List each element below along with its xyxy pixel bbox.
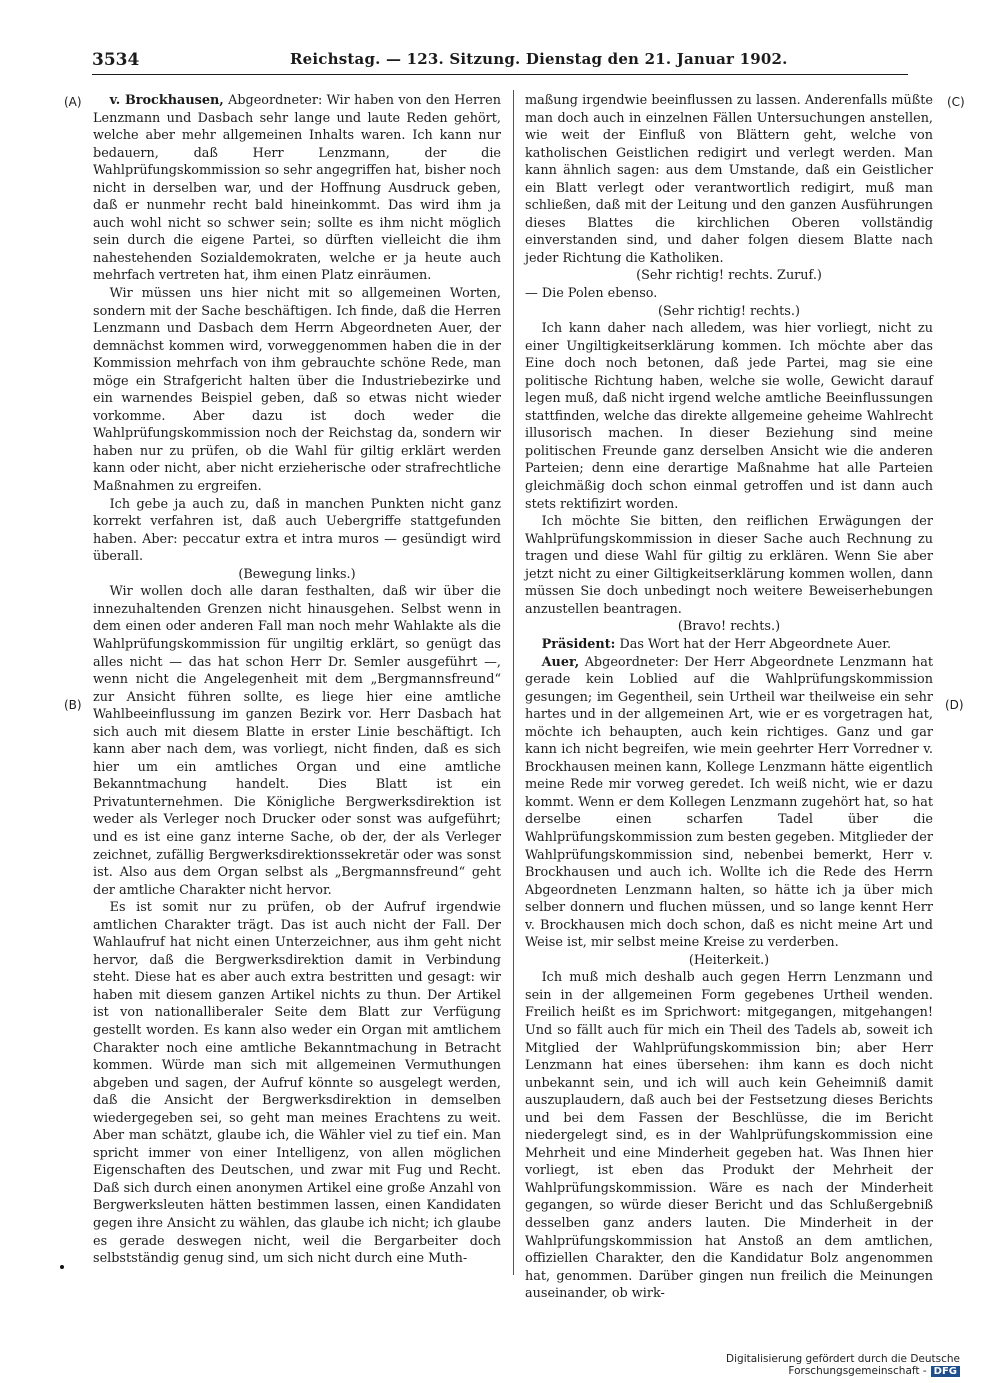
page-number: 3534 xyxy=(92,50,140,70)
dfg-logo: DFG xyxy=(931,1366,960,1377)
paragraph: Wir müssen uns hier nicht mit so allgemeinen Worten, sondern mit der Sache beschäftigen. Ich finde, daß die Herren Lenzmann und Dasbach dem Herrn Abgeordneten Auer, der demnächst kommen wird, vorweggenommen haben die in der Kommission mehrfach von ihm gebrauchte schöne Rede, man möge ein Strafgericht halten über die Industriebezirke und ein warnendes Beispiel geben, daß so etwas nicht wieder vorkomme. Aber dazu ist doch weder die Wahlprüfungskommission noch der Reichstag da, sondern wir haben nur zu prüfen, ob die Wahl für giltig erklärt werden kann oder nicht, aber nicht erzieherische oder strafrechtliche Maßnahmen zu ergreifen. xyxy=(93,286,501,495)
right-column xyxy=(525,92,933,1302)
column-divider xyxy=(513,90,514,1275)
paragraph: Ich muß mich deshalb auch gegen Herrn Lenzmann und sein in der allgemeinen Form gegebenes Urtheil wenden. Freilich heißt es im Sprichwort: mitgegangen, mitgehangen! Und so fällt auch für mich ein Theil des Tadels ab, soweit ich Mitglied der Wahlprüfungskommission bin; aber Herr Lenzmann hat eines übersehen: ihm kann es doch nicht unbekannt sein, und ich will auch kein Geheimniß damit auszuplaudern, daß auch bei der Festsetzung dieses Berichts und bei dem Fassen der Beschlüsse, die im Bericht niedergelegt sind, es in der Wahlprüfungskommission eine Mehrheit und eine Minderheit gegeben hat. Was Ihnen hier vorliegt, ist eben das Produkt der Mehrheit der Wahlprüfungskommission. Wäre es nach der Minderheit gegangen, so würde dieser Bericht und das Schlußergebniß desselben ganz anders lauten. Die Minderheit in der Wahlprüfungskommission hat Anstoß an dem amtlichen, offiziellen Charakter, den die Kandidatur Bolz angenommen hat, genommen. Darüber gingen nun freilich die Meinungen auseinander, ob wirk- xyxy=(525,970,933,1302)
paragraph: maßung irgendwie beeinflussen zu lassen. Anderenfalls müßte man doch auch in einzelnen Fällen Untersuchungen anstellen, wie weit der Einfluß von Blättern geht, welche von katholischen Geistlichen redigirt und verlegt werden. Man kann ähnlich sagen: aus dem Umstande, daß ein Geistlicher ein Blatt verlegt oder verantwortlich redigirt, muß man schließen, daß mit der Leitung und den ganzen Ausführungen dieses Blattes die kirchlichen Oberen vollständig einverstanden sind, und daher folgen diesem Blatte nach jeder Richtung die Katholiken. xyxy=(525,93,933,266)
paragraph xyxy=(525,654,933,952)
page-header-title: Reichstag. — 123. Sitzung. Dienstag den 21. Januar 1902. xyxy=(290,50,788,68)
speech-text: Das Wort hat der Herr Abgeordnete Auer. xyxy=(615,636,892,652)
paragraph xyxy=(93,92,501,285)
digitization-footer xyxy=(610,1353,960,1377)
margin-mark-a: (A) xyxy=(64,95,82,109)
margin-mark-d: (D) xyxy=(945,698,964,712)
paragraph: Es ist somit nur zu prüfen, ob der Aufruf irgendwie amtlichen Charakter trägt. Das ist auch nicht der Fall. Der Wahlaufruf hat nicht einen Unterzeichner, aus ihm geht nicht hervor, daß die Bergwerksdirektion damit in Verbindung steht. Diese hat es aber auch extra bestritten und gesagt: wir haben mit diesem ganzen Artikel nichts zu thun. Der Artikel ist von nationalliberaler Seite dem Blatt zur Verfügung gestellt worden. Es kann also weder ein Organ mit amtlichem Charakter noch eine amtliche Bekanntmachung in Betracht kommen. Würde man sich mit allgemeinen Vermuthungen abgeben und sagen, der Aufruf könnte so ausgelegt werden, daß die Ansicht der Bergwerksdirektion in demselben wiedergegeben sei, so geht man meines Erachtens zu weit. Aber man schätzt, glaube ich, die Wähler viel zu tief ein. Man spricht immer von einer Intelligenz, von allen möglichen Eigenschaften des Deutschen, und zwar mit Fug und Recht. Daß sich durch einen anonymen Artikel eine große Anzahl von Bergwerksleuten hätten bestimmen lassen, einen Kandidaten gegen ihre Ansicht zu wählen, das glaube ich nicht; ich glaube es gerade deswegen nicht, weil die Bergarbeiter doch selbstständig genug sind, um sich nicht durch eine Muth- xyxy=(93,900,501,1267)
interjection: (Heiterkeit.) xyxy=(688,952,770,968)
footer-text: Digitalisierung gefördert durch die Deutsche Forschungsgemeinschaft - xyxy=(726,1353,960,1377)
interjection: (Bewegung links.) xyxy=(238,566,356,582)
margin-mark-b: (B) xyxy=(64,698,82,712)
paragraph xyxy=(525,636,933,654)
margin-dot xyxy=(60,1265,64,1269)
paragraph: Ich möchte Sie bitten, den reiflichen Erwägungen der Wahlprüfungskommission in dieser Sache auch Rechnung zu tragen und diese Wahl für giltig zu erklären. Wenn Sie aber jetzt nicht zu einer Giltigkeitserklärung kommen wollen, dann müssen Sie doch unbedingt noch weitere Beweiserhebungen anzustellen beantragen. xyxy=(525,514,933,617)
paragraph: Ich gebe ja auch zu, daß in manchen Punkten nicht ganz korrekt verfahren ist, daß auch Uebergriffe stattgefunden haben. Aber: peccatur extra et intra muros — gesündigt wird überall. xyxy=(93,496,501,565)
interjection: (Sehr richtig! rechts. Zuruf.) xyxy=(636,268,822,284)
speaker-name: v. Brockhausen, xyxy=(109,93,224,108)
paragraph: Ich kann daher nach alledem, was hier vorliegt, nicht zu einer Ungiltigkeitserklärung kommen. Ich möchte aber das Eine doch noch betonen, daß jede Partei, mag sie eine politische Richtung haben, welche sie wolle, Gewicht darauf legen muß, daß nicht irgend welche amtliche Beeinflussungen stattfinden, welche das direkte allgemeine geheime Wahlrecht illusorisch machen. In dieser Beziehung sind meine politischen Freunde ganz derselben Ansicht wie die anderen Parteien; denn eine derartige Maßnahme hat alle Parteien gleichmäßig doch schon einmal getroffen und ist dann auch stets rektifizirt worden. xyxy=(525,321,933,512)
interjection: (Sehr richtig! rechts.) xyxy=(658,303,800,319)
speaker-name: Auer, xyxy=(541,654,580,670)
margin-mark-c: (C) xyxy=(947,95,965,109)
interjection: (Bravo! rechts.) xyxy=(677,619,781,635)
left-column xyxy=(93,92,501,1282)
paragraph: Wir wollen doch alle daran festhalten, daß wir über die innezuhaltenden Grenzen nicht hinausgehen. Selbst wenn in dem einen oder anderen Fall man noch mehr Wahlakte als die Wahlprüfungskommission für ungiltig erklärt, so genügt das alles nicht — das hat schon Herr Dr. Semler ausgeführt —, wenn nicht die Angelegenheit mit dem „Bergmannsfreund“ zur Ansicht führen sollte, es liege hier eine amtliche Wahlbeeinflussung im ganzen Bezirk vor. Herr Dasbach hat sich auch mit diesem Blatte in erster Linie beschäftigt. Ich kann aber nach dem, was vorliegt, nicht finden, daß es sich hier um ein amtliches Organ und eine amtliche Bekanntmachung handelt. Dies Blatt ist ein Privatunternehmen. Die Königliche Bergwerksdirektion ist weder als Verleger noch Drucker oder sonst was aufgeführt; und es ist eine ganz interne Sache, ob der, der als Verleger zeichnet, zufällig Bergwerksdirektionssekretär oder was sonst ist. Also aus dem Organ selbst als „Bergmannsfreund“ geht der amtliche Charakter nicht hervor. xyxy=(93,584,501,898)
speech-text: Abgeordneter: Der Herr Abgeordnete Lenzmann hat gerade kein Loblied auf die Wahlprüfungskommission gesungen; im Gegentheil, sein Urtheil war theilweise ein sehr hartes und in der allgemeinen Art, wie er es vorgetragen hat, möchte ich behaupten, auch kein richtiges. Ganz und gar kann ich nicht begreifen, wie mein geehrter Herr Vorredner v. Brockhausen meinen kann, Kollege Lenzmann hätte eigentlich meine Rede mir vorweg geredet. Ich weiß nicht, wie er dazu kommt. Wenn er dem Kollegen Lenzmann zugehört hat, so hat derselbe einen scharfen Tadel über die Wahlprüfungskommission zum besten gegeben. Mitglieder der Wahlprüfungskommission sind, nebenbei bemerkt, Herr v. Brockhausen und auch ich. Wollte ich die Rede des Herrn Abgeordneten Lenzmann halten, so hätte ich ja über mich selber donnern und fluchen müssen, und so lange kennt Herr v. Brockhausen mich doch schon, daß es nicht meine Art und Weise ist, mir selbst meine Kreise zu verderben. xyxy=(525,654,933,951)
header-rule xyxy=(92,74,908,75)
speaker-name: Präsident: xyxy=(541,636,616,652)
paragraph: — Die Polen ebenso. xyxy=(525,286,658,302)
speech-text: Abgeordneter: Wir haben von den Herren Lenzmann und Dasbach sehr lange und laute Reden gehört, welche aber mehr allgemeinen Inhalts waren. Ich kann nur bedauern, daß Herr Lenzmann, der die Wahlprüfungskommission so sehr angegriffen hat, bisher noch nicht in derselben war, und der Hoffnung Ausdruck geben, daß er nunmehr recht bald hineinkommt. Das wird ihm ja auch wohl nicht so schwer sein; sollte es ihm nicht möglich sein durch die eigene Partei, so dürften vielleicht die ihm nahestehenden Sozialdemokraten, welche er ja heute auch mehrfach vertreten hat, ihm einen Platz einräumen. xyxy=(93,93,501,284)
